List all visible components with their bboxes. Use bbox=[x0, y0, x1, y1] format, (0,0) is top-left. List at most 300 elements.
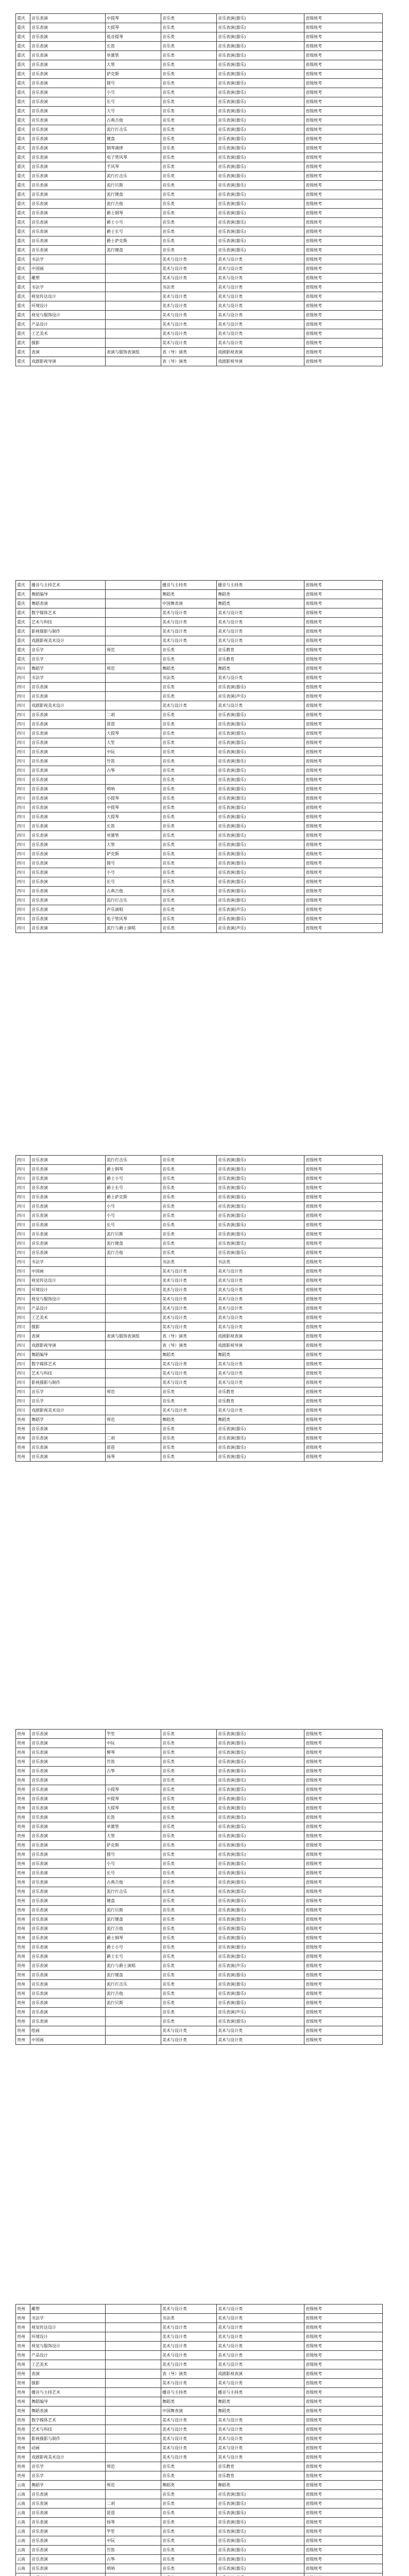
table-row bbox=[16, 144, 383, 153]
category-cell: 音乐类 bbox=[161, 1998, 217, 2008]
major-cell: 工艺美术 bbox=[30, 2360, 106, 2369]
exam-type-cell: 音乐表演(器乐) bbox=[217, 2509, 304, 2518]
exam-method-cell: 省级统考 bbox=[304, 1841, 383, 1850]
direction-cell bbox=[106, 1397, 161, 1406]
province-cell: 重庆 bbox=[16, 627, 30, 636]
province-cell: 四川 bbox=[16, 738, 30, 748]
direction-cell bbox=[106, 2008, 161, 2017]
exam-type-cell: 音乐表演(器乐) bbox=[217, 840, 304, 850]
major-cell: 中国画 bbox=[30, 264, 106, 274]
category-cell: 音乐类 bbox=[161, 646, 217, 655]
major-cell: 表演 bbox=[30, 348, 106, 357]
exam-method-cell: 省级统考 bbox=[304, 320, 383, 329]
table-row bbox=[16, 683, 383, 692]
exam-type-cell: 舞蹈类 bbox=[217, 2397, 304, 2406]
province-cell: 重庆 bbox=[16, 79, 30, 88]
major-cell: 音乐表演 bbox=[30, 218, 106, 227]
category-cell: 音乐类 bbox=[161, 822, 217, 831]
exam-type-cell: 音乐表演(器乐) bbox=[217, 1934, 304, 1943]
category-cell: 美术与设计类 bbox=[161, 2453, 217, 2462]
exam-method-cell: 省级统考 bbox=[304, 1406, 383, 1415]
major-cell: 音乐表演 bbox=[30, 2008, 106, 2017]
exam-type-cell: 美术与设计类 bbox=[217, 329, 304, 338]
exam-method-cell: 省级统考 bbox=[304, 134, 383, 144]
category-cell: 美术与设计类 bbox=[161, 1304, 217, 1313]
category-cell: 音乐类 bbox=[161, 236, 217, 246]
direction-cell bbox=[106, 581, 161, 590]
exam-method-cell: 省级统考 bbox=[304, 2323, 383, 2332]
table-row bbox=[16, 1961, 383, 1971]
exam-method-cell: 省级统考 bbox=[304, 1887, 383, 1896]
province-cell: 四川 bbox=[16, 1230, 30, 1239]
major-cell: 音乐表演 bbox=[30, 850, 106, 859]
direction-cell: 长号 bbox=[106, 877, 161, 887]
exam-method-cell: 省级统考 bbox=[304, 887, 383, 896]
category-cell: 美术与设计类 bbox=[161, 636, 217, 646]
province-cell: 贵州 bbox=[16, 1832, 30, 1841]
exam-type-cell: 音乐表演(器乐) bbox=[217, 1174, 304, 1183]
exam-type-cell: 音乐表演(器乐) bbox=[217, 190, 304, 199]
category-cell: 音乐类 bbox=[161, 831, 217, 840]
major-cell: 工艺美术 bbox=[30, 329, 106, 338]
direction-cell: 流行与爵士演唱 bbox=[106, 924, 161, 933]
province-cell: 重庆 bbox=[16, 274, 30, 283]
exam-type-cell: 音乐表演(器乐) bbox=[217, 1776, 304, 1785]
category-cell: 音乐类 bbox=[161, 1452, 217, 1462]
exam-method-cell: 省级统考 bbox=[304, 710, 383, 720]
category-cell: 音乐类 bbox=[161, 1221, 217, 1230]
exam-method-cell: 省级统考 bbox=[304, 794, 383, 803]
province-cell: 贵州 bbox=[16, 1785, 30, 1794]
table-row bbox=[16, 1443, 383, 1452]
province-cell: 四川 bbox=[16, 812, 30, 822]
direction-cell: 流行贝斯 bbox=[106, 1906, 161, 1915]
category-cell: 舞蹈类 bbox=[161, 590, 217, 599]
exam-method-cell: 省级统考 bbox=[304, 1989, 383, 1998]
direction-cell: 长笛 bbox=[106, 1813, 161, 1822]
exam-type-cell: 音乐表演(器乐) bbox=[217, 1757, 304, 1767]
exam-method-cell: 省级统考 bbox=[304, 116, 383, 125]
province-cell: 贵州 bbox=[16, 1859, 30, 1869]
table-row bbox=[16, 1193, 383, 1202]
province-cell: 重庆 bbox=[16, 646, 30, 655]
exam-type-cell: 音乐表演(器乐) bbox=[217, 1952, 304, 1961]
exam-method-cell: 省级统考 bbox=[304, 608, 383, 618]
table-row bbox=[16, 181, 383, 190]
category-cell: 音乐类 bbox=[161, 1906, 217, 1915]
direction-cell bbox=[106, 1406, 161, 1415]
exam-method-cell: 省级统考 bbox=[304, 1943, 383, 1952]
table-row bbox=[16, 2314, 383, 2323]
exam-method-cell: 省级统考 bbox=[304, 1174, 383, 1183]
exam-method-cell: 省级统考 bbox=[304, 701, 383, 710]
major-cell: 音乐表演 bbox=[30, 2536, 106, 2546]
table-row bbox=[16, 218, 383, 227]
direction-cell: 萨克斯 bbox=[106, 1841, 161, 1850]
province-cell: 贵州 bbox=[16, 2471, 30, 2481]
exam-method-cell: 省级统考 bbox=[304, 2490, 383, 2499]
exam-method-cell: 省级统考 bbox=[304, 23, 383, 32]
major-cell: 音乐表演 bbox=[30, 924, 106, 933]
exam-type-cell: 音乐表演(器乐) bbox=[217, 1943, 304, 1952]
province-cell: 贵州 bbox=[16, 1748, 30, 1757]
exam-type-cell: 美术与设计类 bbox=[217, 701, 304, 710]
exam-type-cell: 美术与设计类 bbox=[217, 2036, 304, 2045]
exam-type-cell: 音乐表演(器乐) bbox=[217, 1202, 304, 1211]
major-cell: 音乐表演 bbox=[30, 1156, 106, 1165]
category-cell: 音乐类 bbox=[161, 88, 217, 97]
direction-cell bbox=[106, 1369, 161, 1378]
exam-type-cell: 音乐表演(器乐) bbox=[217, 1869, 304, 1878]
table-row bbox=[16, 14, 383, 23]
province-cell: 重庆 bbox=[16, 655, 30, 664]
table-row bbox=[16, 627, 383, 636]
province-cell: 重庆 bbox=[16, 60, 30, 70]
exam-type-cell: 音乐表演(器乐) bbox=[217, 1425, 304, 1434]
major-cell: 音乐表演 bbox=[30, 144, 106, 153]
direction-cell: 爵士长号 bbox=[106, 1183, 161, 1193]
exam-type-cell: 音乐表演(器乐) bbox=[217, 97, 304, 107]
category-cell: 音乐类 bbox=[161, 1387, 217, 1397]
exam-type-cell: 音乐表演(器乐) bbox=[217, 107, 304, 116]
exam-type-cell: 音乐表演(器乐) bbox=[217, 683, 304, 692]
province-cell: 重庆 bbox=[16, 190, 30, 199]
table-row bbox=[16, 664, 383, 673]
exam-type-cell: 音乐表演(器乐) bbox=[217, 720, 304, 729]
province-cell: 重庆 bbox=[16, 608, 30, 618]
major-cell: 音乐表演 bbox=[30, 1452, 106, 1462]
exam-method-cell: 省级统考 bbox=[304, 1387, 383, 1397]
exam-method-cell: 省级统考 bbox=[304, 199, 383, 209]
category-cell: 美术与设计类 bbox=[161, 264, 217, 274]
table-row bbox=[16, 246, 383, 255]
province-cell: 贵州 bbox=[16, 1998, 30, 2008]
major-cell: 绘画 bbox=[30, 2026, 106, 2036]
exam-method-cell: 省级统考 bbox=[304, 1193, 383, 1202]
direction-cell: 竹笛 bbox=[106, 757, 161, 766]
province-cell: 四川 bbox=[16, 877, 30, 887]
category-cell: 音乐类 bbox=[161, 1165, 217, 1174]
major-cell: 音乐学 bbox=[30, 646, 106, 655]
major-cell: 音乐表演 bbox=[30, 720, 106, 729]
exam-method-cell: 省级统考 bbox=[304, 2369, 383, 2379]
direction-cell bbox=[106, 608, 161, 618]
exam-type-cell: 音乐表演(器乐) bbox=[217, 729, 304, 738]
exam-type-cell: 音乐表演(器乐) bbox=[217, 794, 304, 803]
direction-cell: 师范 bbox=[106, 2462, 161, 2471]
table-row bbox=[16, 172, 383, 181]
table-row bbox=[16, 60, 383, 70]
exam-method-cell: 省级统考 bbox=[304, 627, 383, 636]
exam-type-cell: 音乐表演(器乐) bbox=[217, 1906, 304, 1915]
major-cell: 音乐表演 bbox=[30, 729, 106, 738]
category-cell: 音乐类 bbox=[161, 144, 217, 153]
exam-type-cell: 音乐教育 bbox=[217, 2462, 304, 2471]
exam-type-cell: 音乐表演(器乐) bbox=[217, 1850, 304, 1859]
category-cell: 音乐类 bbox=[161, 60, 217, 70]
table-row bbox=[16, 236, 383, 246]
exam-method-cell: 省级统考 bbox=[304, 2536, 383, 2546]
exam-type-cell: 音乐表演(器乐) bbox=[217, 2536, 304, 2546]
direction-cell: 大管 bbox=[106, 1832, 161, 1841]
exam-type-cell: 美术与设计类 bbox=[217, 1360, 304, 1369]
direction-cell: 爵士萨克斯 bbox=[106, 236, 161, 246]
exam-type-cell: 音乐表演(器乐) bbox=[217, 803, 304, 812]
major-cell: 摄影 bbox=[30, 2379, 106, 2388]
direction-cell bbox=[106, 701, 161, 710]
table-row bbox=[16, 738, 383, 748]
province-cell: 四川 bbox=[16, 1369, 30, 1378]
direction-cell bbox=[106, 2026, 161, 2036]
category-cell: 表（导）演类 bbox=[161, 2369, 217, 2379]
province-cell: 四川 bbox=[16, 1285, 30, 1295]
major-cell: 音乐表演 bbox=[30, 1813, 106, 1822]
exam-type-cell: 音乐表演(器乐) bbox=[217, 1785, 304, 1794]
direction-cell: 长号 bbox=[106, 1221, 161, 1230]
direction-cell bbox=[106, 2369, 161, 2379]
category-cell: 音乐类 bbox=[161, 1934, 217, 1943]
category-cell: 音乐类 bbox=[161, 2008, 217, 2017]
direction-cell bbox=[106, 329, 161, 338]
exam-type-cell: 舞蹈类 bbox=[217, 664, 304, 673]
category-cell: 音乐类 bbox=[161, 1980, 217, 1989]
exam-method-cell: 省级统考 bbox=[304, 1323, 383, 1332]
direction-cell bbox=[106, 655, 161, 664]
category-cell: 美术与设计类 bbox=[161, 2425, 217, 2434]
exam-method-cell: 省级统考 bbox=[304, 1165, 383, 1174]
exam-type-cell: 音乐表演(器乐) bbox=[217, 2017, 304, 2026]
table-row bbox=[16, 70, 383, 79]
exam-type-cell: 舞蹈类 bbox=[217, 1350, 304, 1360]
province-cell: 重庆 bbox=[16, 32, 30, 42]
major-cell: 音乐表演 bbox=[30, 1776, 106, 1785]
exam-type-cell: 舞蹈类 bbox=[217, 2481, 304, 2490]
direction-cell: 表演与服饰表演组 bbox=[106, 1332, 161, 1341]
province-cell: 贵州 bbox=[16, 1943, 30, 1952]
exam-method-cell: 省级统考 bbox=[304, 729, 383, 738]
province-cell: 四川 bbox=[16, 1239, 30, 1248]
direction-cell: 大号 bbox=[106, 107, 161, 116]
table-row bbox=[16, 887, 383, 896]
province-cell: 重庆 bbox=[16, 320, 30, 329]
direction-cell bbox=[106, 1258, 161, 1267]
exam-type-cell: 音乐表演(器乐) bbox=[217, 812, 304, 822]
exam-method-cell: 省级统考 bbox=[304, 1434, 383, 1443]
direction-cell: 流行键盘 bbox=[106, 1971, 161, 1980]
exam-type-cell: 美术与设计类 bbox=[217, 292, 304, 301]
direction-cell: 小号 bbox=[106, 868, 161, 877]
table-row bbox=[16, 311, 383, 320]
direction-cell bbox=[106, 1313, 161, 1323]
direction-cell: 琵琶 bbox=[106, 2509, 161, 2518]
category-cell: 美术与设计类 bbox=[161, 2444, 217, 2453]
exam-method-cell: 省级统考 bbox=[304, 1748, 383, 1757]
major-cell: 音乐表演 bbox=[30, 877, 106, 887]
category-cell: 表（导）演类 bbox=[161, 1332, 217, 1341]
exam-type-cell: 音乐表演(器乐) bbox=[217, 766, 304, 775]
table-row bbox=[16, 348, 383, 357]
province-cell: 贵州 bbox=[16, 1906, 30, 1915]
major-cell: 播音与主持艺术 bbox=[30, 581, 106, 590]
category-cell: 音乐类 bbox=[161, 803, 217, 812]
exam-method-cell: 省级统考 bbox=[304, 2462, 383, 2471]
direction-cell bbox=[106, 692, 161, 701]
exam-method-cell: 省级统考 bbox=[304, 2434, 383, 2444]
direction-cell: 圆号 bbox=[106, 79, 161, 88]
province-cell: 重庆 bbox=[16, 70, 30, 79]
major-cell: 音乐表演 bbox=[30, 887, 106, 896]
major-cell: 音乐表演 bbox=[30, 1767, 106, 1776]
table-row bbox=[16, 97, 383, 107]
category-cell: 音乐类 bbox=[161, 107, 217, 116]
province-cell: 贵州 bbox=[16, 2397, 30, 2406]
province-cell: 贵州 bbox=[16, 2453, 30, 2462]
exam-type-cell: 音乐表演(器乐) bbox=[217, 2546, 304, 2555]
category-cell: 舞蹈类 bbox=[161, 1350, 217, 1360]
major-cell: 音乐表演 bbox=[30, 42, 106, 51]
exam-method-cell: 省级统考 bbox=[304, 1248, 383, 1258]
exam-type-cell: 音乐表演(器乐) bbox=[217, 2499, 304, 2509]
exam-method-cell: 省级统考 bbox=[304, 1971, 383, 1980]
major-cell: 产品设计 bbox=[30, 1304, 106, 1313]
exam-method-cell: 省级统考 bbox=[304, 683, 383, 692]
table-row bbox=[16, 2462, 383, 2471]
category-cell: 音乐类 bbox=[161, 2546, 217, 2555]
table-row bbox=[16, 822, 383, 831]
major-cell: 音乐表演 bbox=[30, 1165, 106, 1174]
province-cell: 贵州 bbox=[16, 1730, 30, 1739]
major-cell: 音乐表演 bbox=[30, 1924, 106, 1934]
exam-method-cell: 省级统考 bbox=[304, 1739, 383, 1748]
exam-method-cell: 省级统考 bbox=[304, 209, 383, 218]
table-row bbox=[16, 1415, 383, 1425]
exam-method-cell: 省级统考 bbox=[304, 1156, 383, 1165]
province-cell: 重庆 bbox=[16, 51, 30, 60]
table-row bbox=[16, 274, 383, 283]
province-cell: 贵州 bbox=[16, 1980, 30, 1989]
major-cell: 戏剧影视导演 bbox=[30, 357, 106, 366]
table-row bbox=[16, 1887, 383, 1896]
major-cell: 音乐表演 bbox=[30, 1174, 106, 1183]
table-row bbox=[16, 914, 383, 924]
exam-method-cell: 省级统考 bbox=[304, 831, 383, 840]
table-row bbox=[16, 673, 383, 683]
direction-cell: 中提琴 bbox=[106, 14, 161, 23]
major-cell: 舞蹈编导 bbox=[30, 2397, 106, 2406]
direction-cell: 钢琴调律 bbox=[106, 144, 161, 153]
category-cell: 表（导）演类 bbox=[161, 348, 217, 357]
exam-method-cell: 省级统考 bbox=[304, 236, 383, 246]
direction-cell bbox=[106, 2323, 161, 2332]
direction-cell bbox=[106, 1285, 161, 1295]
table-row bbox=[16, 1425, 383, 1434]
category-cell: 美术与设计类 bbox=[161, 2434, 217, 2444]
exam-type-cell: 音乐表演(器乐) bbox=[217, 1443, 304, 1452]
category-cell: 音乐类 bbox=[161, 868, 217, 877]
major-cell: 音乐表演 bbox=[30, 1443, 106, 1452]
exam-method-cell: 省级统考 bbox=[304, 2314, 383, 2323]
direction-cell: 表演与服饰表演组 bbox=[106, 348, 161, 357]
exam-type-cell: 音乐表演(器乐) bbox=[217, 181, 304, 190]
province-cell: 贵州 bbox=[16, 2360, 30, 2369]
category-cell: 音乐类 bbox=[161, 877, 217, 887]
direction-cell: 师范 bbox=[106, 664, 161, 673]
direction-cell: 扬琴 bbox=[106, 1452, 161, 1462]
table-row bbox=[16, 2008, 383, 2017]
exam-type-cell: 音乐表演(器乐) bbox=[217, 125, 304, 134]
major-cell: 艺术与科技 bbox=[30, 618, 106, 627]
province-cell: 贵州 bbox=[16, 2332, 30, 2342]
province-cell: 重庆 bbox=[16, 590, 30, 599]
category-cell: 中国舞表演 bbox=[161, 599, 217, 608]
province-cell: 四川 bbox=[16, 887, 30, 896]
table-row bbox=[16, 618, 383, 627]
province-cell: 贵州 bbox=[16, 1841, 30, 1850]
province-cell: 四川 bbox=[16, 683, 30, 692]
province-cell: 贵州 bbox=[16, 1878, 30, 1887]
table-row bbox=[16, 766, 383, 775]
exam-type-cell: 美术与设计类 bbox=[217, 1406, 304, 1415]
exam-method-cell: 省级统考 bbox=[304, 1202, 383, 1211]
category-cell: 表（导）演类 bbox=[161, 1341, 217, 1350]
exam-type-cell: 音乐表演(器乐) bbox=[217, 23, 304, 32]
category-cell: 音乐类 bbox=[161, 1971, 217, 1980]
major-cell: 音乐表演 bbox=[30, 209, 106, 218]
table-row bbox=[16, 1757, 383, 1767]
direction-cell bbox=[106, 311, 161, 320]
table-row bbox=[16, 1841, 383, 1850]
table-row bbox=[16, 301, 383, 311]
exam-method-cell: 省级统考 bbox=[304, 1443, 383, 1452]
category-cell: 音乐类 bbox=[161, 1767, 217, 1776]
province-cell: 贵州 bbox=[16, 1794, 30, 1804]
direction-cell: 爵士小号 bbox=[106, 1943, 161, 1952]
table-row bbox=[16, 850, 383, 859]
direction-cell bbox=[106, 590, 161, 599]
exam-method-cell: 省级统考 bbox=[304, 1952, 383, 1961]
major-cell: 音乐表演 bbox=[30, 1434, 106, 1443]
major-cell: 音乐表演 bbox=[30, 1887, 106, 1896]
direction-cell: 小号 bbox=[106, 88, 161, 97]
province-cell: 四川 bbox=[16, 1397, 30, 1406]
major-cell: 音乐表演 bbox=[30, 32, 106, 42]
province-cell: 贵州 bbox=[16, 1804, 30, 1813]
exam-type-cell: 音乐表演(器乐) bbox=[217, 246, 304, 255]
direction-cell: 流行贝斯 bbox=[106, 1998, 161, 2008]
major-cell: 环境设计 bbox=[30, 301, 106, 311]
category-cell: 舞蹈类 bbox=[161, 2481, 217, 2490]
direction-cell: 流行吉他 bbox=[106, 1248, 161, 1258]
direction-cell bbox=[106, 283, 161, 292]
table-row bbox=[16, 646, 383, 655]
major-cell: 音乐表演 bbox=[30, 812, 106, 822]
province-cell: 重庆 bbox=[16, 581, 30, 590]
category-cell: 音乐类 bbox=[161, 1739, 217, 1748]
exam-type-cell: 音乐表演(器乐) bbox=[217, 1924, 304, 1934]
table-row bbox=[16, 1369, 383, 1378]
category-cell: 美术与设计类 bbox=[161, 1323, 217, 1332]
province-cell: 贵州 bbox=[16, 1739, 30, 1748]
table-row bbox=[16, 2425, 383, 2434]
table-row bbox=[16, 125, 383, 134]
table-row bbox=[16, 1804, 383, 1813]
direction-cell: 小提琴 bbox=[106, 1785, 161, 1794]
category-cell: 音乐类 bbox=[161, 227, 217, 236]
exam-type-cell: 美术与设计类 bbox=[217, 1285, 304, 1295]
exam-method-cell: 省级统考 bbox=[304, 1813, 383, 1822]
exam-type-cell: 戏剧影视表演 bbox=[217, 2369, 304, 2379]
table-row bbox=[16, 1295, 383, 1304]
